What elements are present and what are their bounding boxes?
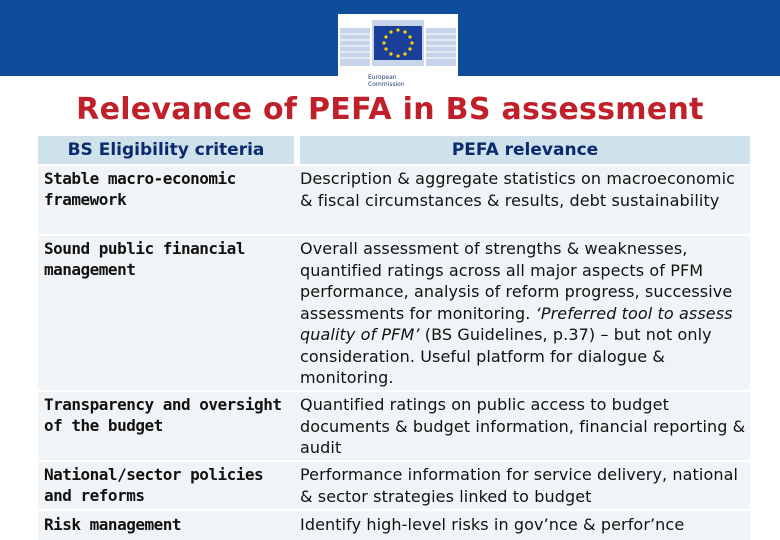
table-row <box>38 462 750 509</box>
european-commission-logo <box>338 14 458 88</box>
criterion-cell: Stable macro-economic framework <box>44 169 236 209</box>
criterion-cell: Risk management <box>44 515 181 534</box>
table-row <box>38 236 750 390</box>
table-row <box>38 511 750 540</box>
criterion-cell: National/sector policies and reforms <box>44 465 264 505</box>
relevance-cell <box>300 238 746 389</box>
logo-text-line-1: European <box>368 74 397 81</box>
criterion-cell: Transparency and oversight of the budget <box>44 395 282 435</box>
relevance-text-continued: (BS Guidelines, p.37) – but not only consideration. Useful platform for dialogue & monitoring. <box>300 325 712 387</box>
column-header-relevance: PEFA relevance <box>300 136 750 164</box>
column-header-criteria: BS Eligibility criteria <box>38 136 294 164</box>
page-title: Relevance of PEFA in BS assessment <box>76 92 704 127</box>
table-row <box>38 392 750 460</box>
berlaymont-building-icon <box>338 18 458 68</box>
criterion-cell: Sound public financial management <box>44 239 245 279</box>
relevance-cell: Identify high-level risks in gov’nce & perfor’nce <box>300 515 685 534</box>
relevance-cell: Performance information for service delivery, national & sector strategies linked to budget <box>300 465 739 506</box>
logo-text-line-2: Commission <box>368 81 405 88</box>
relevance-emphasis: ‘Preferred tool to assess quality of PFM’ <box>300 303 733 344</box>
relevance-text: Overall assessment of strengths & weaknesses, quantified ratings across all major aspects of PFM performance, analysis of reform progress, successive assessments for monitoring. <box>300 239 733 323</box>
relevance-cell: Description & aggregate statistics on macroeconomic & fiscal circumstances & results, debt sustainability <box>300 169 736 210</box>
relevance-cell: Quantified ratings on public access to budget documents & budget information, financial reporting & audit <box>300 395 746 457</box>
table-header <box>38 136 750 164</box>
logo-text <box>368 74 408 88</box>
table-row <box>38 166 750 234</box>
